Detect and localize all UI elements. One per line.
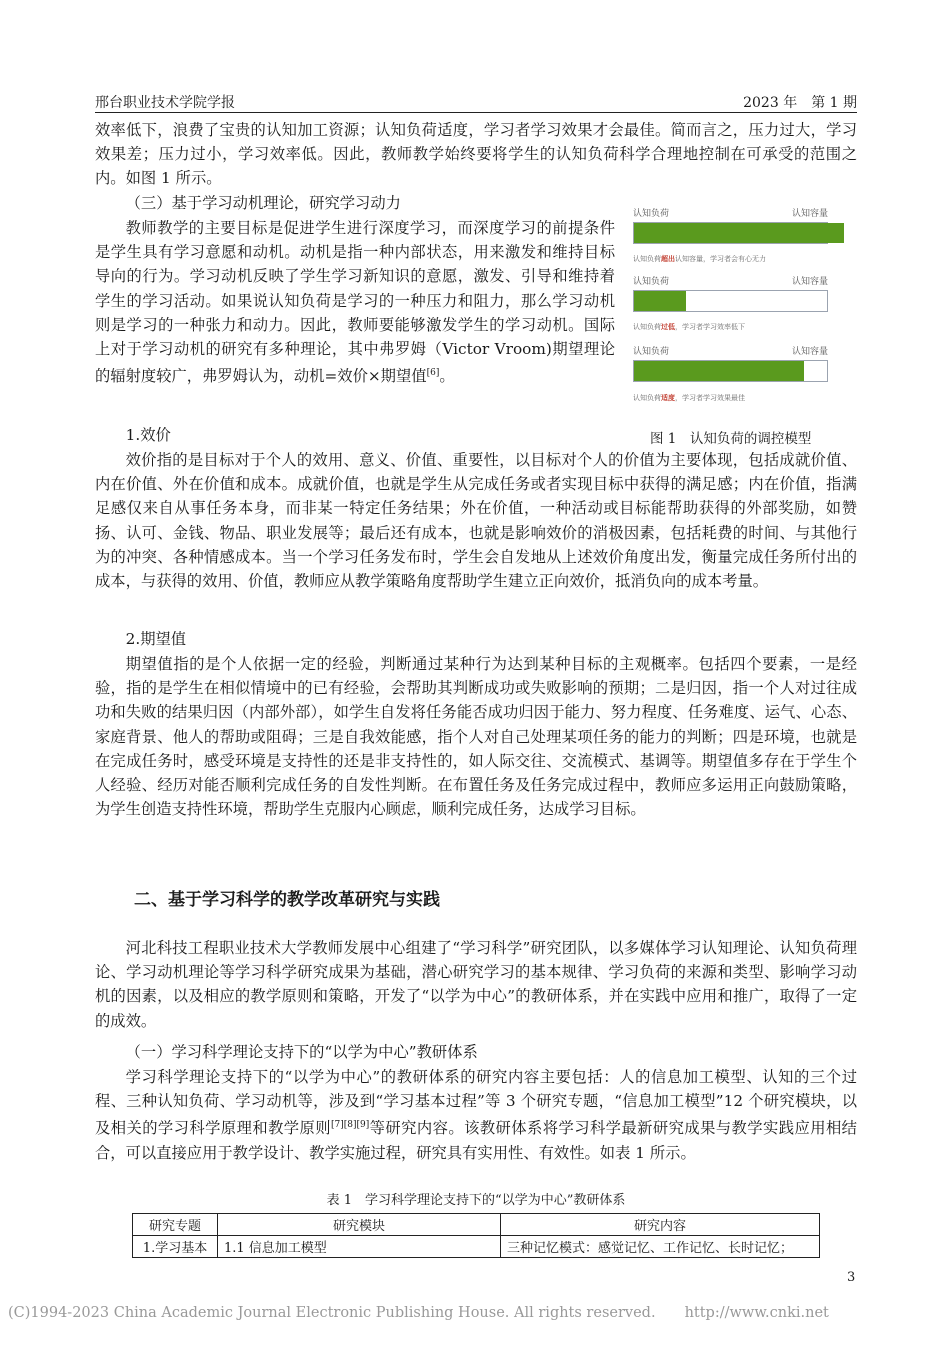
table-header-row [133,1214,820,1236]
paragraph-motivation [95,216,615,389]
header-topic: 研究专题 [133,1214,218,1236]
research-system-table [132,1213,820,1258]
paragraph-team: 河北科技工程职业技术大学教师发展中心组建了“学习科学”研究团队，以多媒体学习认知理论、认知负荷理论、学习动机理论等学习科学研究成果为基础，潜心研究学习的基本规律、学习负荷的来源和类型、影响学习动机的因素，以及相应的教学原则和策略，开发了“以学为中心”的教研体系，并在实践中应用和推广，取得了一定的成效。 [95,939,857,1030]
system-text-end: 等研究内容。该教研体系将学习科学最新研究成果与教学实践应用相结合，可以直接应用于教学设计、教学实施过程，研究具有实用性、有效性。如表 1 所示。 [95,1119,857,1162]
page-number: 3 [847,1270,856,1285]
system-text: 学习科学理论支持下的“以学为中心”的教研体系的研究内容主要包括：人的信息加工模型、认知的三个过程、三种认知负荷、学习动机等，涉及到“学习基本过程”等 3 个研究专题，“信息加工模型”12 个研究模块，以及相关的学习科学原理和教学原则 [95,1068,857,1138]
figure-caption: 图 1 认知负荷的调控模型 [650,431,812,447]
load-bar [634,223,844,243]
cell-topic: 1.学习基本 [133,1236,218,1258]
subsection-expectancy: 2.期望值 [125,630,187,648]
note-pre: 认知负荷 [633,255,661,263]
load-label: 认知负荷 [633,347,670,357]
note-pre: 认知负荷 [633,394,661,402]
motivation-end: 。 [439,367,455,386]
note-post: ，学习者学习效果最佳 [675,394,745,402]
row2-note [633,322,745,332]
running-header [95,92,857,113]
section-heading-3: （三）基于学习动机理论，研究学习动力 [125,194,401,212]
copyright-footer: (C)1994-2023 China Academic Journal Electronic Publishing House. All rights reserved. http://www.cnki.net [8,1305,829,1321]
table-caption: 表 1 学习科学理论支持下的“以学为中心”教研体系 [326,1193,626,1208]
capacity-box [633,222,828,244]
note-pre: 认知负荷 [633,323,661,331]
section-heading-2: 二、基于学习科学的教学改革研究与实践 [134,890,440,910]
note-post: 认知容量，学习者会有心无力 [675,255,766,263]
load-bar [634,291,686,311]
load-bar [634,361,804,381]
load-label: 认知负荷 [633,277,670,287]
header-content: 研究内容 [501,1214,820,1236]
header-module: 研究模块 [218,1214,501,1236]
paragraph-valence: 效价指的是目标对于个人的效用、意义、价值、重要性，以目标对个人的价值为主要体现，包括成就价值、内在价值、外在价值和成本。成就价值，也就是学生从完成任务或者实现目标中获得的满足感；内在价值，指满足感仅来自从事任务本身，而非某一特定任务结果；外在价值，一种活动或目标能帮助获得的外部奖励，如赞扬、认可、金钱、物品、职业发展等；最后还有成本，也就是影响效价的消极因素，包括耗费的时间、与其他行为的冲突、各种情感成本。当一个学习任务发布时，学生会自发地从上述效价角度出发，衡量完成任务所付出的成本，与获得的效用、价值，教师应从教学策略角度帮助学生建立正向效价，抵消负向的成本考量。 [95,451,857,591]
capacity-label: 认知容量 [791,277,828,287]
capacity-label: 认知容量 [791,347,828,357]
issue-info: 2023 年 第 1 期 [743,95,857,111]
subsection-valence: 1.效价 [125,426,171,444]
paragraph-expectancy: 期望值指的是个人依据一定的经验，判断通过某种行为达到某种目标的主观概率。包括四个要素，一是经验，指的是学生在相似情境中的已有经验，会帮助其判断成功或失败影响的预期；二是归因，指一个人对过往成功和失败的结果归因（内部外部），如学生自发将任务能否成功归因于能力、努力程度、任务难度、运气、心态、家庭背景、他人的帮助或阻碍；三是自我效能感，指个人对自己处理某项任务的能力的判断；四是环境，也就是在完成任务时，感受环境是支持性的还是非支持性的，如人际交往、交流模式、基调等。期望值多存在于学生个人经验、经历对能否顺利完成任务的自发性判断。在布置任务及任务完成过程中，教师应多运用正向鼓励策略，为学生创造支持性环境，帮助学生克服内心顾虑，顺利完成任务，达成学习目标。 [95,655,857,819]
figure-cognitive-load [627,202,857,414]
paragraph-system [95,1065,857,1165]
section-heading-3b: （一）学习科学理论支持下的“以学为中心”教研体系 [125,1043,478,1061]
table-row [133,1236,820,1258]
citation-refs: [7][8][9] [331,1120,370,1131]
capacity-label: 认知容量 [791,209,828,219]
note-highlight: 过低 [661,323,675,331]
journal-name: 邢台职业技术学院学报 [95,95,235,111]
cell-module: 1.1 信息加工模型 [218,1236,501,1258]
capacity-box [633,290,828,312]
note-highlight: 适度 [661,394,675,402]
citation-ref: [6] [426,368,440,379]
load-label: 认知负荷 [633,209,670,219]
paragraph-continued: 效率低下，浪费了宝贵的认知加工资源；认知负荷适度，学习者学习效果才会最佳。简而言之，压力过大，学习效果差；压力过小，学习效率低。因此，教师教学始终要将学生的认知负荷科学合理地控制在可承受的范围之内。如图 1 所示。 [95,121,857,188]
capacity-box [633,360,828,382]
note-post: ，学习者学习效率低下 [675,323,745,331]
row1-note [633,254,766,264]
row3-note [633,393,745,403]
cell-content: 三种记忆模式：感觉记忆、工作记忆、长时记忆； [501,1236,820,1258]
motivation-text: 教师教学的主要目标是促进学生进行深度学习，而深度学习的前提条件是学生具有学习意愿和动机。动机是指一种内部状态，用来激发和维持目标导向的行为。学习动机反映了学生学习新知识的意愿，激发、引导和维持着学生的学习活动。如果说认知负荷是学习的一种压力和阻力，那么学习动机则是学习的一种张力和动力。因此，教师要能够激发学生的学习动机。国际上对于学习动机的研究有多种理论，其中弗罗姆（Victor Vroom)期望理论的辐射度较广，弗罗姆认为，动机=效价×期望值 [95,219,615,386]
note-highlight: 超出 [661,255,675,263]
